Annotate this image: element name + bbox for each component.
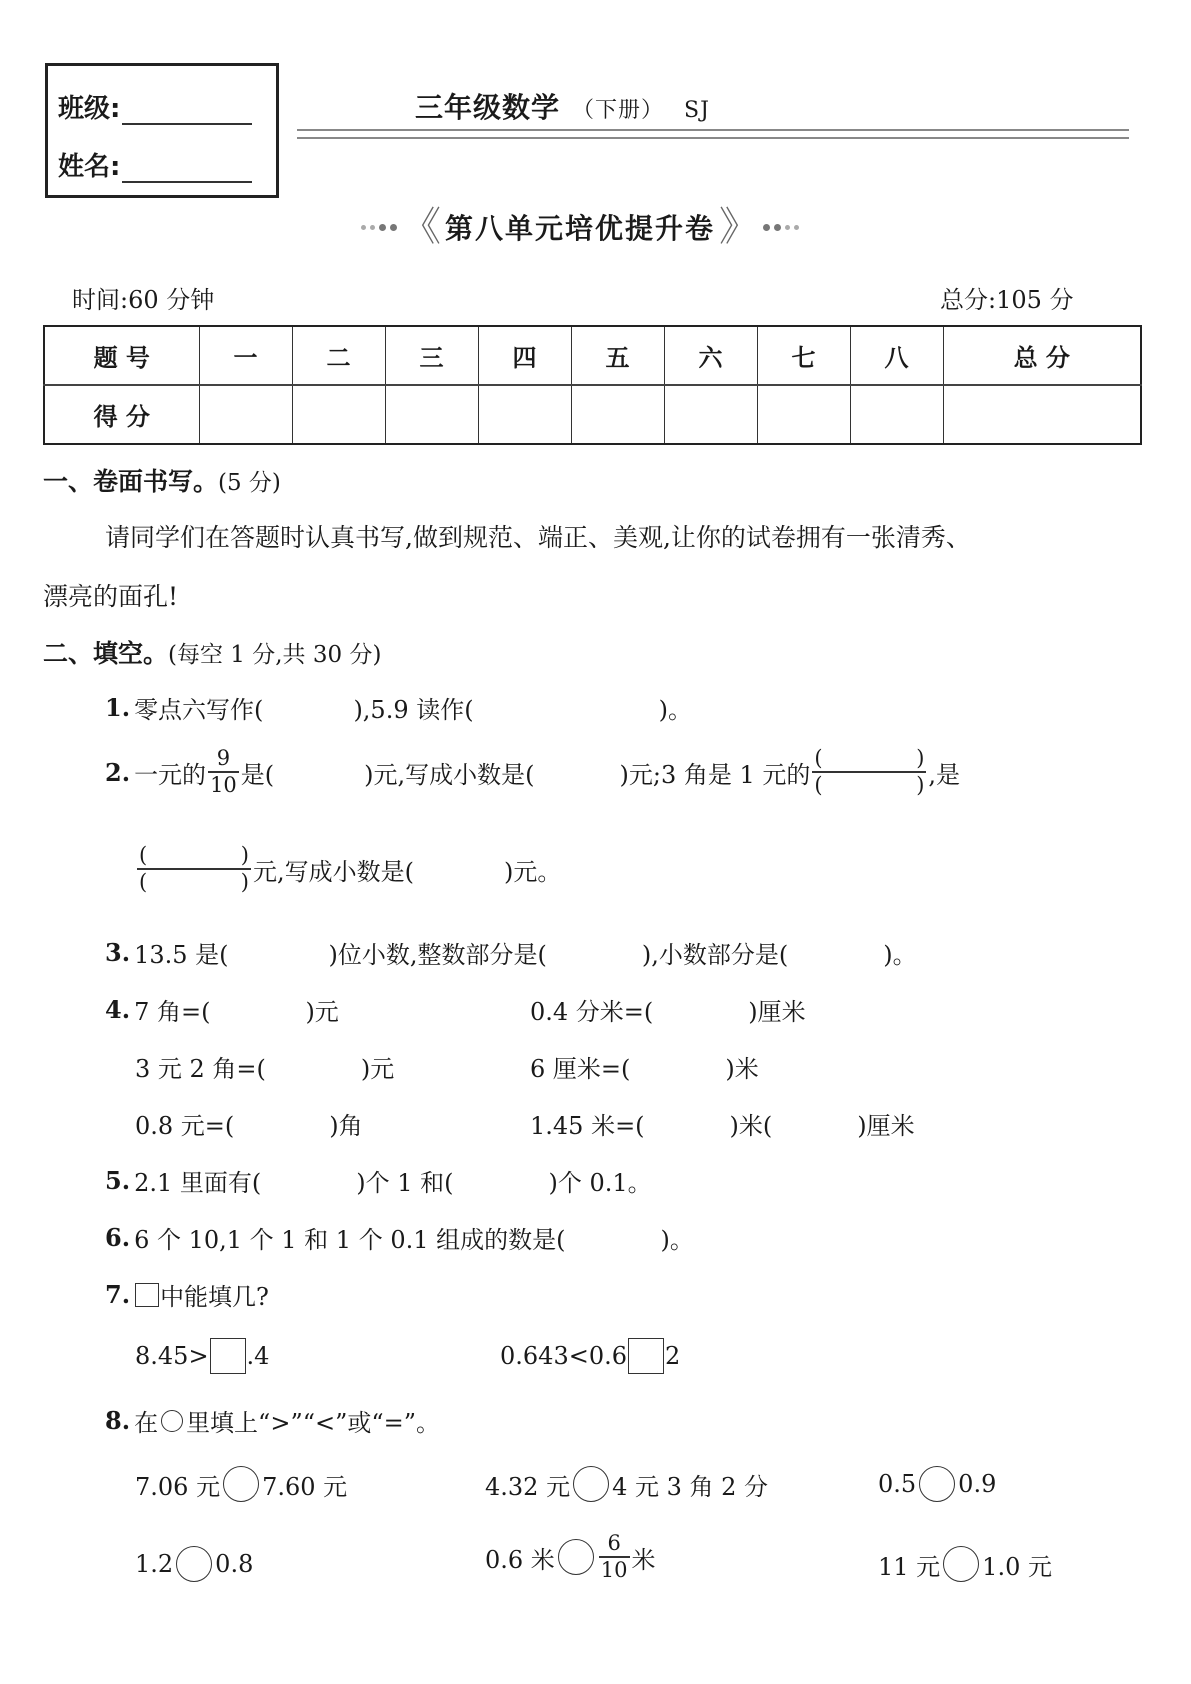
q8-prompt-a: 在: [134, 1409, 159, 1437]
book-title: [415, 86, 710, 126]
q5-text-b: )个 1 和(: [356, 1169, 454, 1197]
question-6: [105, 1220, 694, 1255]
q8-left: 4.32 元: [485, 1472, 571, 1501]
class-blank[interactable]: [122, 99, 252, 125]
q8-item-5: [485, 1533, 656, 1581]
q2-text-g: )元。: [504, 857, 562, 886]
q7-answer-box[interactable]: [628, 1338, 664, 1374]
question-7-item-1: [135, 1338, 269, 1374]
section1-points: (5 分): [218, 470, 281, 496]
q3-text-a: 13.5 是(: [134, 941, 229, 969]
student-info-box: [45, 63, 279, 198]
q2-text-f: 元,写成小数是(: [253, 857, 414, 886]
score-cell[interactable]: [571, 385, 664, 444]
q7-prompt: 中能填几?: [160, 1283, 269, 1311]
paren: ): [240, 870, 249, 894]
header-cell: 题 号: [44, 326, 199, 385]
question-4-item-6: [530, 1106, 915, 1141]
q8-right: 7.60 元: [262, 1472, 348, 1501]
q7-item-text: 8.45>: [135, 1342, 209, 1370]
q8-left: 1.2: [135, 1550, 174, 1578]
question-4-item-2: [530, 992, 806, 1027]
header-cell: 四: [478, 326, 571, 385]
q2-text-b: 是(: [240, 760, 275, 789]
score-cell[interactable]: [199, 385, 292, 444]
q8-right: 4 元 3 角 2 分: [612, 1472, 769, 1501]
q4-item-text: 0.4 分米=(: [530, 998, 654, 1026]
q8-prompt-b: 里填上“>”“<”或“=”。: [186, 1409, 441, 1437]
q8-item-6: [878, 1546, 1052, 1582]
score-cell[interactable]: [385, 385, 478, 444]
question-number: 1.: [105, 693, 131, 722]
score-cell[interactable]: [943, 385, 1141, 444]
score-cell[interactable]: [664, 385, 757, 444]
q2-fraction-blank-1[interactable]: [812, 748, 926, 796]
q1-text-b: ),5.9 读作(: [353, 696, 474, 724]
q8-compare-circle[interactable]: [573, 1466, 609, 1502]
header-divider: [297, 129, 1129, 139]
question-number: 3.: [105, 938, 131, 967]
q5-text-a: 2.1 里面有(: [134, 1169, 262, 1197]
name-field[interactable]: [58, 146, 252, 183]
fraction-9-10: [208, 748, 239, 796]
book-subtitle: （下册）: [572, 98, 665, 123]
q8-item-4: [135, 1546, 253, 1582]
q2-text-c: )元,写成小数是(: [364, 760, 535, 789]
paren: (: [139, 870, 148, 894]
score-table-header-row: [44, 326, 1141, 385]
paren: (: [814, 773, 823, 797]
banner-dots-right: [763, 224, 799, 231]
header-cell: 八: [850, 326, 943, 385]
name-blank[interactable]: [122, 157, 252, 183]
section1-text-line1: 请同学们在答题时认真书写,做到规范、端正、美观,让你的试卷拥有一张清秀、: [105, 523, 971, 552]
name-label: 姓名:: [58, 152, 121, 182]
q8-compare-circle[interactable]: [223, 1466, 259, 1502]
section2-title: 二、填空。: [43, 639, 169, 668]
q4-item-text: 1.45 米=(: [530, 1112, 645, 1140]
edition-code: SJ: [684, 98, 710, 123]
question-number: 5.: [105, 1166, 131, 1195]
q4-item-text: )角: [329, 1112, 363, 1140]
question-4: [105, 992, 339, 1027]
section2-heading: [43, 634, 381, 670]
q4-item-text: 6 厘米=(: [530, 1055, 631, 1083]
score-table-score-row: [44, 385, 1141, 444]
paren: ): [916, 773, 925, 797]
square-icon: [135, 1283, 159, 1307]
q7-item-text: 0.643<0.6: [500, 1342, 627, 1370]
unit-banner: [350, 203, 810, 251]
question-5: [105, 1163, 652, 1198]
q8-right: 1.0 元: [982, 1552, 1052, 1581]
q8-item-1: [135, 1466, 347, 1502]
paren: (: [139, 843, 148, 867]
question-number: 8.: [105, 1406, 131, 1435]
class-label: 班级:: [58, 94, 121, 124]
header-cell: 七: [757, 326, 850, 385]
q6-text-a: 6 个 10,1 个 1 和 1 个 0.1 组成的数是(: [134, 1226, 566, 1254]
question-4-item-3: [135, 1049, 394, 1084]
q8-right: 0.8: [215, 1550, 254, 1578]
question-7-item-2: [500, 1338, 680, 1374]
section2-points: (每空 1 分,共 30 分): [168, 642, 382, 668]
q2-text-d: )元;3 角是 1 元的: [619, 760, 811, 789]
q4-item-text: 7 角=(: [134, 998, 211, 1026]
unit-title: 第八单元培优提升卷: [444, 212, 715, 245]
q2-text-a: 一元的: [134, 760, 207, 789]
q4-item-text: )元: [360, 1055, 395, 1083]
q8-compare-circle[interactable]: [176, 1546, 212, 1582]
question-3: [105, 935, 917, 970]
exam-total: 总分:105 分: [940, 286, 1074, 314]
score-cell[interactable]: [850, 385, 943, 444]
question-2-cont: [135, 845, 561, 893]
left-bracket-icon: 《: [400, 204, 441, 250]
fraction-6-10: [599, 1533, 630, 1581]
question-4-item-4: [530, 1049, 759, 1084]
q8-item-3: [878, 1466, 996, 1502]
q7-item-text: .4: [246, 1342, 270, 1370]
q2-fraction-blank-2[interactable]: [137, 845, 251, 893]
book-title-main: 三年级数学: [415, 91, 561, 124]
question-2: [105, 748, 960, 796]
q8-left: 7.06 元: [135, 1472, 221, 1501]
question-8: [105, 1403, 440, 1438]
score-cell[interactable]: [478, 385, 571, 444]
q8-right: 0.9: [958, 1470, 997, 1498]
score-cell[interactable]: [757, 385, 850, 444]
q4-item-text: )米: [725, 1055, 759, 1083]
q6-text-b: )。: [660, 1226, 694, 1254]
header-cell: 三: [385, 326, 478, 385]
q2-text-e: ,是: [928, 760, 961, 789]
section1-heading: [43, 462, 281, 498]
q8-item-2: [485, 1466, 768, 1502]
question-number: 6.: [105, 1223, 131, 1252]
q3-text-b: )位小数,整数部分是(: [328, 941, 547, 969]
q4-item-text: )元: [305, 998, 339, 1026]
q3-text-c: ),小数部分是(: [641, 941, 789, 969]
circle-icon: [161, 1410, 183, 1432]
header-cell: 一: [199, 326, 292, 385]
q4-item-text: )米(: [729, 1112, 773, 1140]
q1-text-a: 零点六写作(: [134, 696, 264, 724]
q7-answer-box[interactable]: [210, 1338, 246, 1374]
paren: ): [240, 843, 249, 867]
header-cell: 总 分: [943, 326, 1141, 385]
frac-denominator: 10: [210, 773, 237, 797]
q5-text-c: )个 0.1。: [548, 1169, 652, 1197]
question-4-item-5: [135, 1106, 363, 1141]
q8-compare-circle[interactable]: [943, 1546, 979, 1582]
frac-numerator: 6: [607, 1531, 621, 1555]
q8-left: 0.6 米: [485, 1545, 555, 1574]
question-number: 7.: [105, 1280, 131, 1309]
q4-item-text: )厘米: [748, 998, 806, 1026]
frac-denominator: 10: [600, 1558, 628, 1582]
score-row-label: 得 分: [44, 385, 199, 444]
q7-item-text: 2: [664, 1342, 681, 1370]
q8-compare-circle[interactable]: [558, 1539, 594, 1575]
section1-text-line2: 漂亮的面孔!: [43, 582, 179, 611]
header-cell: 五: [571, 326, 664, 385]
frac-numerator: 9: [216, 746, 231, 770]
score-cell[interactable]: [292, 385, 385, 444]
score-table: [43, 325, 1142, 445]
question-number: 2.: [105, 757, 131, 787]
header-cell: 六: [664, 326, 757, 385]
q8-right-unit: 米: [631, 1545, 656, 1574]
q4-item-text: 0.8 元=(: [135, 1112, 235, 1140]
section1-title: 一、卷面书写。: [43, 467, 219, 496]
paren: (: [814, 746, 823, 770]
question-7: [105, 1277, 269, 1312]
header-cell: 二: [292, 326, 385, 385]
q8-compare-circle[interactable]: [919, 1466, 955, 1502]
paren: ): [916, 746, 925, 770]
q3-text-d: )。: [883, 941, 917, 969]
class-field[interactable]: [58, 88, 252, 125]
right-bracket-icon: 》: [719, 204, 759, 250]
q8-left: 0.5: [878, 1470, 917, 1498]
q1-text-c: )。: [658, 696, 692, 724]
question-number: 4.: [105, 995, 131, 1024]
q4-item-text: )厘米: [857, 1112, 915, 1140]
exam-time: 时间:60 分钟: [72, 286, 215, 314]
q4-item-text: 3 元 2 角=(: [135, 1055, 266, 1083]
banner-dots-left: [361, 224, 397, 231]
question-1: [105, 690, 692, 725]
q8-left: 11 元: [878, 1552, 941, 1581]
